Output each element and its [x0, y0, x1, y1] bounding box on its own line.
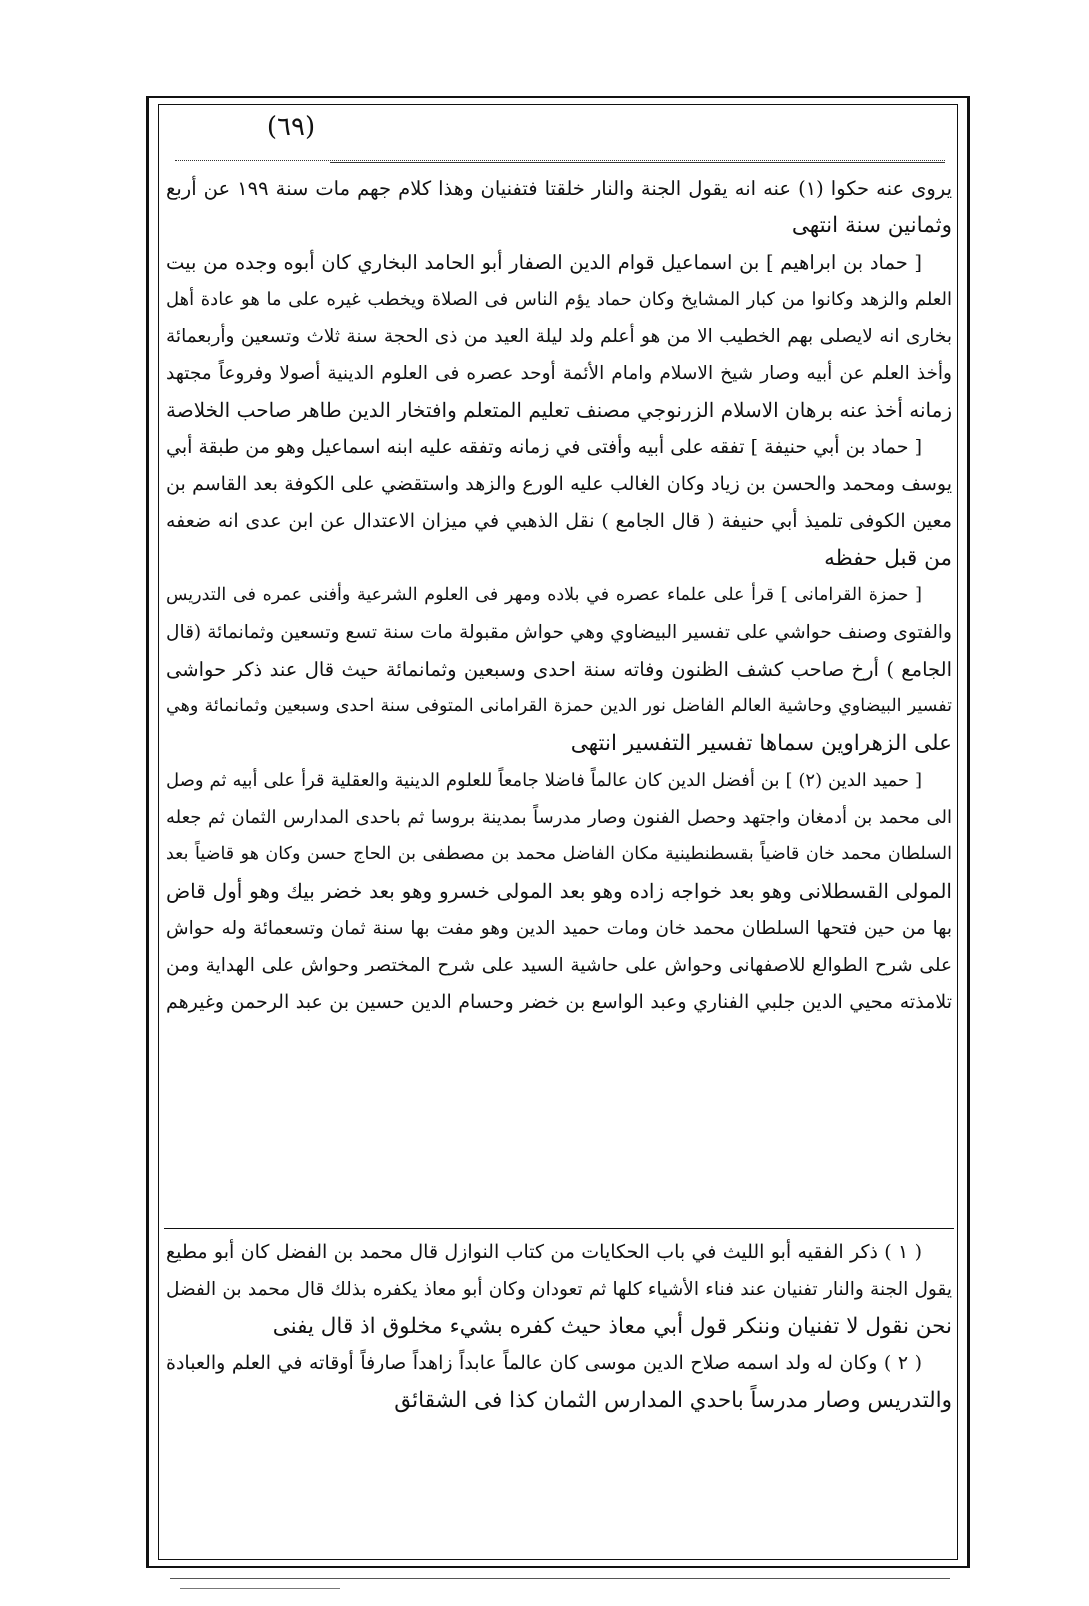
page-number: (٦٩): [266, 112, 316, 142]
main-text-line: الجامع ) أرخ صاحب كشف الظنون وفاته سنة احدى وسبعين وثمانمائة حيث قال عند ذكر حواشى: [166, 658, 952, 681]
main-text-line: الى محمد بن أدمغان واجتهد وحصل الفنون وصار مدرساً بمدينة بروسا ثم باحدى المدارس الثمان ثم جعله: [166, 807, 952, 828]
main-text-line: على الزهراوين سماها تفسير التفسير انتهى: [570, 731, 952, 756]
footnote-line: يقول الجنة والنار تفنيان عند فناء الأشياء كلها ثم تعودان وكان أبو معاذ يكفره بذلك قال محمد بن الفضل: [166, 1279, 952, 1300]
main-text-line: يوسف ومحمد والحسن بن زياد وكان الغالب عليه الورع والزهد واستقضي على الكوفة بعد القاسم بن: [166, 473, 952, 495]
main-text-line: تفسير البيضاوي وحاشية العالم الفاضل نور الدين حمزة القرامانى المتوفى سنة احدى وسبعين وثمانمائة وهي: [166, 696, 952, 716]
footnote-line: نحن نقول لا تفنيان وننكر قول أبي معاذ حيث كفره بشيء مخلوق اذ قال يفنى: [272, 1314, 952, 1339]
main-text-line: يروى عنه حكوا (١) عنه انه يقول الجنة والنار خلقتا فتفنيان وهذا كلام جهم مات سنة ١٩٩ عن أربع: [166, 177, 952, 200]
main-text-line: وثمانين سنة انتهى: [791, 213, 952, 238]
main-text-line: على شرح الطوالع للاصفهانى وحواش على حاشية السيد على شرح المختصر وحواش على الهداية ومن: [166, 955, 952, 976]
header-rule: [330, 162, 945, 163]
main-text-line: من قبل حفظه: [824, 546, 952, 571]
main-text-block: [166, 170, 952, 1021]
main-text-line: بخارى انه لايصلى بهم الخطيب الا من هو أعلم ولد ليلة العيد من ذى الحجة سنة ثلاث وتسعين وأربعمائة: [166, 326, 952, 347]
main-text-line: [ حمزة القرامانى ] قرأ على علماء عصره في بلاده ومهر فى العلوم الشرعية وأفنى عمره فى التدريس: [166, 585, 922, 605]
bottom-rule: [170, 1578, 950, 1579]
footnote-line: ( ٢ ) وكان له ولد اسمه صلاح الدين موسى كان عالماً عابداً زاهداً صارفاً أوقاته في العلم والعبادة: [166, 1352, 922, 1374]
main-text-line: [ حماد بن ابراهيم ] بن اسماعيل قوام الدين الصفار أبو الحامد البخاري كان أبوه وجده من بيت: [166, 251, 922, 274]
main-text-line: معين الكوفى تلميذ أبي حنيفة ( قال الجامع ) نقل الذهبي في ميزان الاعتدال عن ابن عدى انه ضعفه: [166, 510, 952, 532]
main-text-line: السلطان محمد خان قاضياً بقسطنطينية مكان الفاضل محمد بن مصطفى بن الحاج حسن وكان هو قاضياً بعد: [166, 844, 952, 864]
main-text-line: [ حماد بن أبي حنيفة ] تفقه على أبيه وأفتى في زمانه وتفقه عليه ابنه اسماعيل وهو من طبقة أبي: [166, 436, 922, 458]
bottom-rule-short: [180, 1588, 340, 1589]
main-text-line: والفتوى وصنف حواشي على تفسير البيضاوي وهي حواش مقبولة مات سنة تسع وتسعين وثمانمائة (قال: [166, 622, 952, 643]
main-text-line: المولى القسطلانى وهو بعد خواجه زاده وهو بعد المولى خسرو وهو بعد خضر بيك وهو أول قاض: [166, 879, 952, 903]
footnote-line: ( ١ ) ذكر الفقيه أبو الليث في باب الحكايات من كتاب النوازل قال محمد بن الفضل كان أبو مطيع: [166, 1241, 922, 1263]
footnote-line: والتدريس وصار مدرساً باحدي المدارس الثمان كذا فى الشقائق: [394, 1388, 952, 1413]
footnotes-block: [166, 1234, 952, 1419]
main-text-line: تلامذته محيي الدين جلبي الفناري وعبد الواسع بن خضر وحسام الدين حسين بن عبد الرحمن وغيرهم: [166, 991, 952, 1013]
header-dotted-rule: [175, 160, 945, 161]
main-text-line: [ حميد الدين (٢) ] بن أفضل الدين كان عالماً فاضلا جامعاً للعلوم الدينية والعقلية قرأ على أبيه ثم وصل: [166, 770, 922, 791]
main-text-line: وأخذ العلم عن أبيه وصار شيخ الاسلام وامام الأئمة أوحد عصره فى العلوم الدينية أصولا وفروعاً مجتهد: [166, 363, 952, 384]
main-text-line: العلم والزهد وكانوا من كبار المشايخ وكان حماد يؤم الناس فى الصلاة ويخطب غيره على ما هو عادة أهل: [166, 289, 952, 310]
main-text-line: زمانه أخذ عنه برهان الاسلام الزرنوجي مصنف تعليم المتعلم وافتخار الدين طاهر صاحب الخلاصة: [166, 398, 952, 422]
main-text-line: بها من حين فتحها السلطان محمد خان ومات حميد الدين وهو مفت بها سنة ثمان وتسعمائة وله حواش: [166, 918, 952, 939]
footnote-divider: [164, 1228, 954, 1229]
